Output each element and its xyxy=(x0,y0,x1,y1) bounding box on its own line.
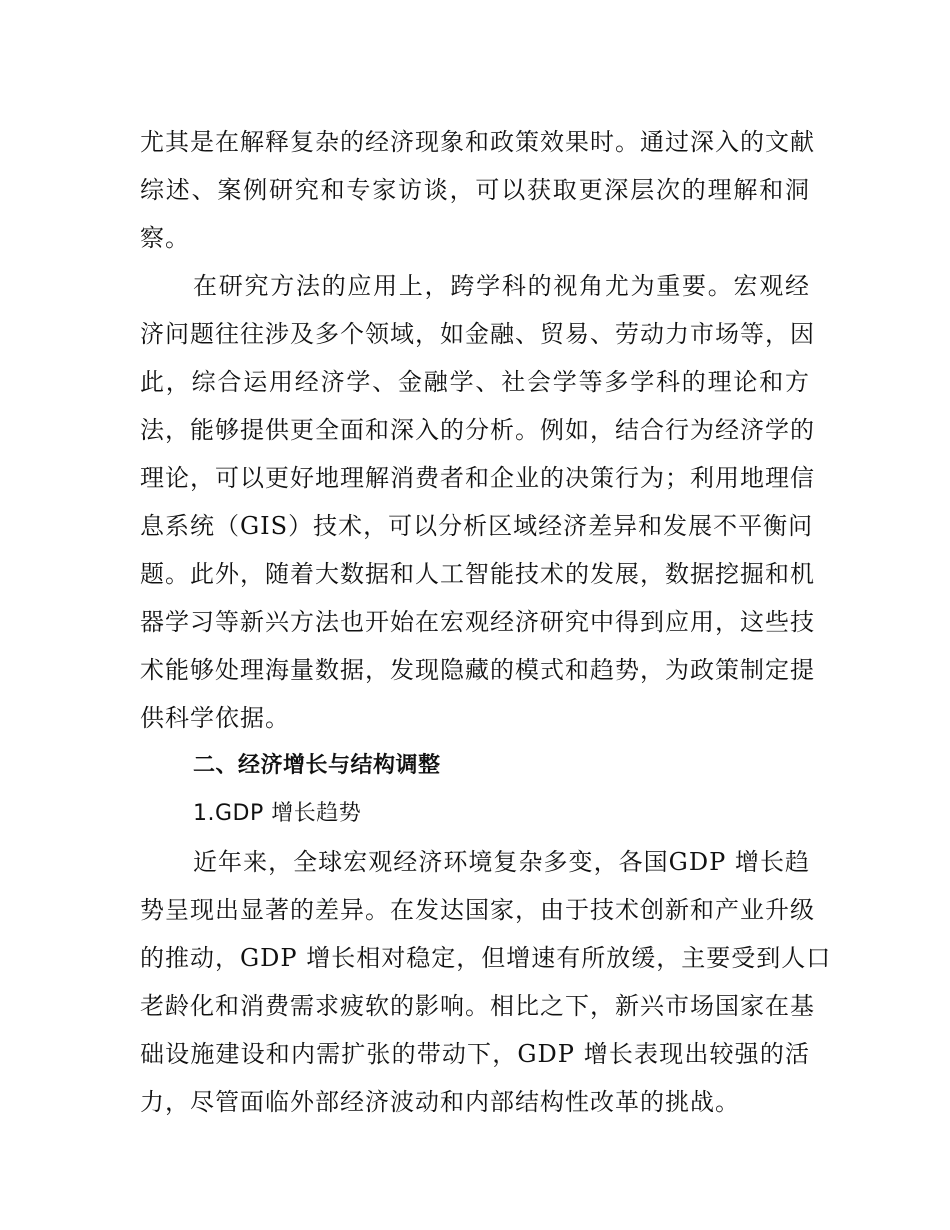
paragraph-line: 济问题往往涉及多个领域，如金融、贸易、劳动力市场等，因 xyxy=(140,320,815,348)
paragraph-line: 供科学依据。 xyxy=(140,704,290,732)
paragraph-line: 的推动，GDP 增长相对稳定，但增速有所放缓，主要受到人口 xyxy=(140,944,832,972)
paragraph-line: 题。此外，随着大数据和人工智能技术的发展，数据挖掘和机 xyxy=(140,560,815,588)
paragraph-line: 息系统（GIS）技术，可以分析区域经济差异和发展不平衡问 xyxy=(140,512,814,540)
paragraph-line: 法，能够提供更全面和深入的分析。例如，结合行为经济学的 xyxy=(140,416,815,444)
paragraph-intro-continuation xyxy=(140,118,815,262)
paragraph-line: 在研究方法的应用上，跨学科的视角尤为重要。宏观经 xyxy=(193,272,810,300)
section-heading: 二、经济增长与结构调整 xyxy=(193,753,441,778)
paragraph-line: 此，综合运用经济学、金融学、社会学等多学科的理论和方 xyxy=(140,368,810,396)
paragraph-line: 术能够处理海量数据，发现隐藏的模式和趋势，为政策制定提 xyxy=(140,656,815,684)
paragraph-line: 综述、案例研究和专家访谈，可以获取更深层次的理解和洞 xyxy=(140,176,810,204)
subsection-heading: 1.GDP 增长趋势 xyxy=(193,801,362,826)
document-body xyxy=(140,118,832,1126)
paragraph-line: 察。 xyxy=(140,224,190,252)
paragraph-research-methods xyxy=(140,262,815,742)
paragraph-line: 理论，可以更好地理解消费者和企业的决策行为；利用地理信 xyxy=(140,464,815,492)
paragraph-line: 础设施建设和内需扩张的带动下，GDP 增长表现出较强的活 xyxy=(140,1040,810,1068)
paragraph-line: 尤其是在解释复杂的经济现象和政策效果时。通过深入的文献 xyxy=(140,128,815,156)
paragraph-gdp-trend xyxy=(140,838,832,1126)
paragraph-line: 近年来，全球宏观经济环境复杂多变，各国GDP 增长趋 xyxy=(193,848,810,876)
paragraph-line: 器学习等新兴方法也开始在宏观经济研究中得到应用，这些技 xyxy=(140,608,815,636)
paragraph-line: 力，尽管面临外部经济波动和内部结构性改革的挑战。 xyxy=(140,1088,740,1116)
paragraph-line: 老龄化和消费需求疲软的影响。相比之下，新兴市场国家在基 xyxy=(140,992,815,1020)
paragraph-line: 势呈现出显著的差异。在发达国家，由于技术创新和产业升级 xyxy=(140,896,815,924)
